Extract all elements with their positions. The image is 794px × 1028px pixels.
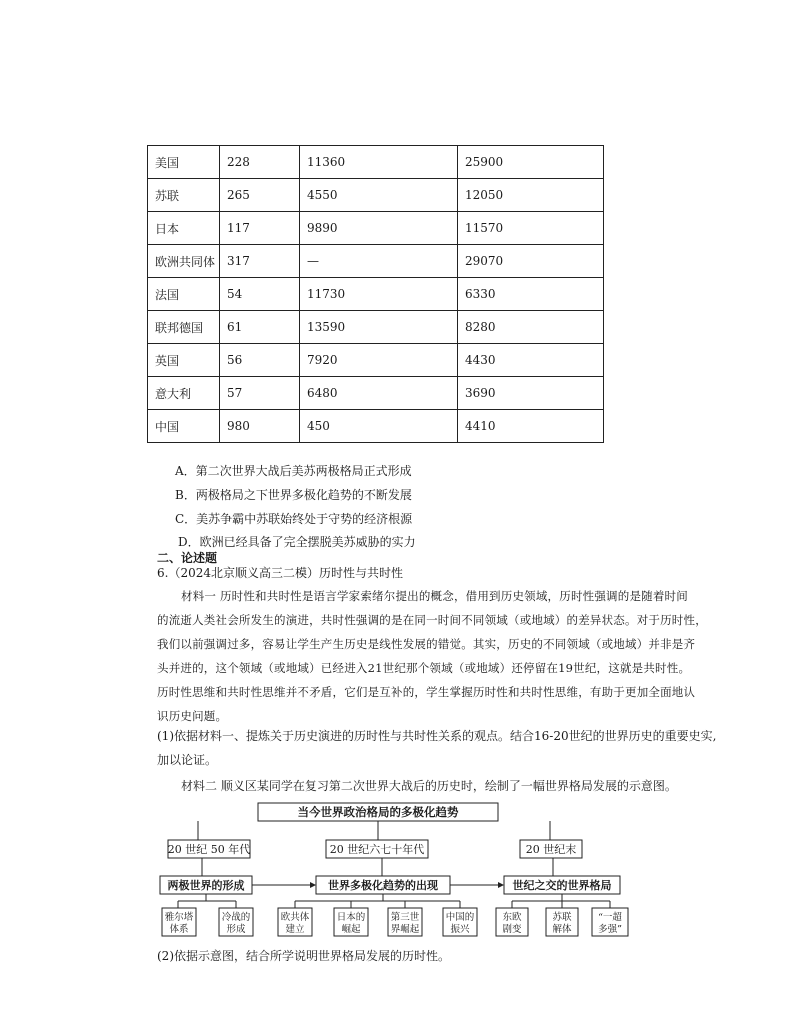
table-row [148, 311, 604, 344]
data-table [147, 145, 604, 443]
diagram-stage: 世界多极化趋势的出现 [328, 879, 438, 892]
leaf-label: 日本的 [336, 912, 366, 923]
question-line: 加以论证。 [157, 753, 218, 767]
table-cell: 意大利 [148, 377, 220, 410]
world-pattern-diagram [150, 798, 640, 940]
material-line: 的流逝人类社会所发生的演进，共时性强调的是在同一时间不同领域（或地域）的差异状态。对于历时性， [157, 613, 707, 627]
question-one [157, 724, 716, 772]
material-line: 历时性思维和共时性思维并不矛盾，它们是互补的，学生掌握历时性和共时性思维，有助于更加全面地认 [157, 685, 696, 699]
table-cell: 54 [220, 278, 300, 311]
diagram-period: 20 世纪末 [525, 843, 577, 856]
leaf-label: 界崛起 [390, 924, 420, 935]
leaf-label: 雅尔塔 [164, 912, 194, 923]
material-one [157, 584, 707, 728]
leaf-label: 形成 [226, 924, 246, 935]
leaf-label: 中国的 [445, 912, 475, 923]
option-b: B．两极格局之下世界多极化趋势的不断发展 [175, 488, 412, 502]
leaf-label: 苏联 [552, 912, 572, 923]
table-cell: 4430 [458, 344, 604, 377]
leaf-label: 崛起 [341, 924, 361, 935]
table-cell: 7920 [300, 344, 458, 377]
table-row [148, 179, 604, 212]
question-line: (1)依据材料一、提炼关于历史演进的历时性与共时性关系的观点。结合16-20世纪的世界历史的重要史实, [157, 729, 717, 743]
table-cell: 日本 [148, 212, 220, 245]
leaf-label: 多强” [598, 924, 622, 935]
table-cell: 56 [220, 344, 300, 377]
table-cell: 6480 [300, 377, 458, 410]
table-cell: 4550 [300, 179, 458, 212]
section-heading: 二、论述题 [157, 551, 218, 565]
table-cell: 9890 [300, 212, 458, 245]
table-cell: 法国 [148, 278, 220, 311]
table-cell: 6330 [458, 278, 604, 311]
table-cell: 29070 [458, 245, 604, 278]
material-line: 我们以前强调过多，容易让学生产生历史是线性发展的错觉。其实，历史的不同领域（或地域）并非是齐 [157, 637, 696, 651]
table-cell: 欧洲共同体 [148, 245, 220, 278]
table-cell: 11570 [458, 212, 604, 245]
leaf-label: 解体 [552, 924, 572, 935]
table-cell: 25900 [458, 146, 604, 179]
table-cell: 美国 [148, 146, 220, 179]
table-cell: 11360 [300, 146, 458, 179]
leaf-label: “一超 [598, 912, 622, 923]
leaf-label: 冷战的 [221, 912, 251, 923]
table-cell: 12050 [458, 179, 604, 212]
leaf-label: 剧变 [502, 924, 522, 935]
leaf-label: 东欧 [502, 912, 522, 923]
question-title: 6.（2024北京顺义高三二模）历时性与共时性 [157, 566, 403, 580]
diagram-period: 20 世纪 50 年代 [167, 843, 251, 856]
table-cell: 265 [220, 179, 300, 212]
diagram-root: 当今世界政治格局的多极化趋势 [297, 805, 459, 819]
diagram-stage: 两极世界的形成 [167, 879, 245, 892]
table-cell: 317 [220, 245, 300, 278]
table-row [148, 377, 604, 410]
table-cell: 苏联 [148, 179, 220, 212]
table-cell: 8280 [458, 311, 604, 344]
leaf-label: 体系 [169, 924, 189, 935]
table-cell: 英国 [148, 344, 220, 377]
table-cell: 中国 [148, 410, 220, 443]
table-cell: 117 [220, 212, 300, 245]
leaf-label: 振兴 [450, 924, 470, 935]
table-cell: 13590 [300, 311, 458, 344]
material-line: 识历史问题。 [157, 709, 228, 723]
table-cell: 3690 [458, 377, 604, 410]
table-row [148, 245, 604, 278]
table-cell: 11730 [300, 278, 458, 311]
table-cell: 57 [220, 377, 300, 410]
arrow-head [498, 882, 504, 888]
table-row [148, 278, 604, 311]
option-c: C．美苏争霸中苏联始终处于守势的经济根源 [175, 512, 413, 526]
question-two: (2)依据示意图，结合所学说明世界格局发展的历时性。 [157, 949, 451, 963]
option-a: A．第二次世界大战后美苏两极格局正式形成 [175, 464, 412, 478]
table-cell: 61 [220, 311, 300, 344]
leaf-label: 建立 [285, 924, 305, 935]
diagram-stage: 世纪之交的世界格局 [512, 879, 612, 892]
table-row [148, 212, 604, 245]
diagram-period: 20 世纪六七十年代 [329, 843, 425, 856]
table-cell: 980 [220, 410, 300, 443]
material-line: 材料一 历时性和共时性是语言学家索绪尔提出的概念，借用到历史领域，历时性强调的是随着时间 [181, 589, 688, 603]
material-two: 材料二 顺义区某同学在复习第二次世界大战后的历史时，绘制了一幅世界格局发展的示意图。 [181, 779, 677, 793]
table-cell: 联邦德国 [148, 311, 220, 344]
table-cell: 4410 [458, 410, 604, 443]
material-line: 头并进的，这个领域（或地域）已经进入21世纪那个领域（或地域）还停留在19世纪，这就是共时性。 [157, 661, 691, 675]
table-cell: — [300, 245, 458, 278]
table-row [148, 344, 604, 377]
table-row [148, 410, 604, 443]
arrow-head [310, 882, 316, 888]
leaf-label: 第三世 [390, 912, 420, 923]
table-cell: 228 [220, 146, 300, 179]
table-cell: 450 [300, 410, 458, 443]
table-row [148, 146, 604, 179]
option-d: D．欧洲已经具备了完全摆脱美苏威胁的实力 [178, 535, 416, 549]
leaf-label: 欧共体 [280, 912, 310, 923]
